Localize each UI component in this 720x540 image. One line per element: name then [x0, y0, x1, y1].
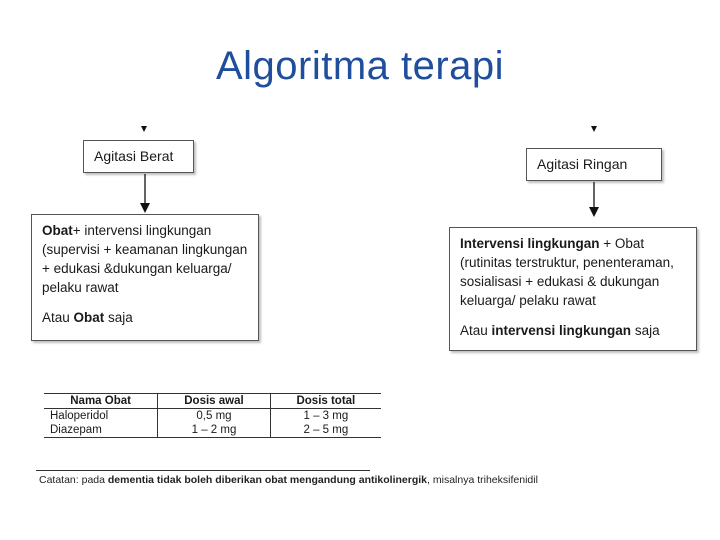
- therapy-detail-line-2: sosialisasi + edukasi & dukungan: [460, 274, 660, 289]
- agitasi-berat-therapy-box: [31, 214, 259, 341]
- therapy-alternative-line: [460, 321, 686, 340]
- incoming-arrow-right: [591, 126, 597, 132]
- agitasi-berat-box: [83, 140, 194, 173]
- therapy-main-bold: Obat: [42, 223, 73, 238]
- initial-dose-cell: 1 – 2 mg: [158, 423, 271, 438]
- therapy-detail-line-3: keluarga/ pelaku rawat: [460, 293, 596, 308]
- footnote-prefix: Catatan: pada: [39, 474, 108, 486]
- arrow-right-head: [589, 207, 599, 217]
- initial-dose-cell: 0,5 mg: [158, 409, 271, 424]
- therapy-detail-line-1: (rutinitas terstruktur, penenteraman,: [460, 255, 674, 270]
- drug-name-cell: Diazepam: [44, 423, 158, 438]
- alt-prefix: Atau: [460, 323, 492, 338]
- footnote: [39, 474, 538, 486]
- table-row: [44, 423, 381, 438]
- header-total-dose: Dosis total: [270, 394, 381, 409]
- table-row: [44, 409, 381, 424]
- agitasi-ringan-label: Agitasi Ringan: [537, 156, 628, 172]
- therapy-alternative-line: [42, 308, 248, 327]
- agitasi-ringan-therapy-box: [449, 227, 697, 351]
- dose-table: [44, 393, 381, 438]
- incoming-arrow-left: [141, 126, 147, 132]
- alt-bold: intervensi lingkungan: [491, 323, 632, 338]
- arrow-left-head: [140, 203, 150, 213]
- alt-suffix: saja: [104, 310, 133, 325]
- drug-name-cell: Haloperidol: [50, 410, 109, 422]
- agitasi-berat-label: Agitasi Berat: [94, 148, 174, 164]
- footnote-suffix: , misalnya triheksifenidil: [427, 474, 538, 486]
- therapy-main-line: [460, 234, 686, 253]
- alt-bold: Obat: [73, 310, 105, 325]
- alt-prefix: Atau: [42, 310, 74, 325]
- therapy-detail-line-1: (supervisi + keamanan lingkungan: [42, 242, 248, 257]
- therapy-detail-line-3: pelaku rawat: [42, 280, 119, 295]
- total-dose-cell: 2 – 5 mg: [270, 423, 381, 438]
- header-initial-dose: Dosis awal: [158, 394, 271, 409]
- therapy-main-line: [42, 221, 248, 240]
- therapy-main-bold: Intervensi lingkungan: [460, 236, 600, 251]
- alt-suffix: saja: [631, 323, 660, 338]
- therapy-main-rest: + intervensi lingkungan: [72, 223, 212, 238]
- total-dose-cell: 1 – 3 mg: [270, 409, 381, 424]
- therapy-main-rest: + Obat: [599, 236, 645, 251]
- agitasi-ringan-box: [526, 148, 662, 181]
- dose-table-header-row: [44, 394, 381, 409]
- header-drug-name: Nama Obat: [44, 394, 158, 409]
- therapy-detail-line-2: + edukasi &dukungan keluarga/: [42, 261, 232, 276]
- note-divider: [36, 470, 370, 471]
- footnote-bold: dementia tidak boleh diberikan obat mengandung antikolinergik: [107, 474, 428, 486]
- slide-title: Algoritma terapi: [215, 44, 505, 88]
